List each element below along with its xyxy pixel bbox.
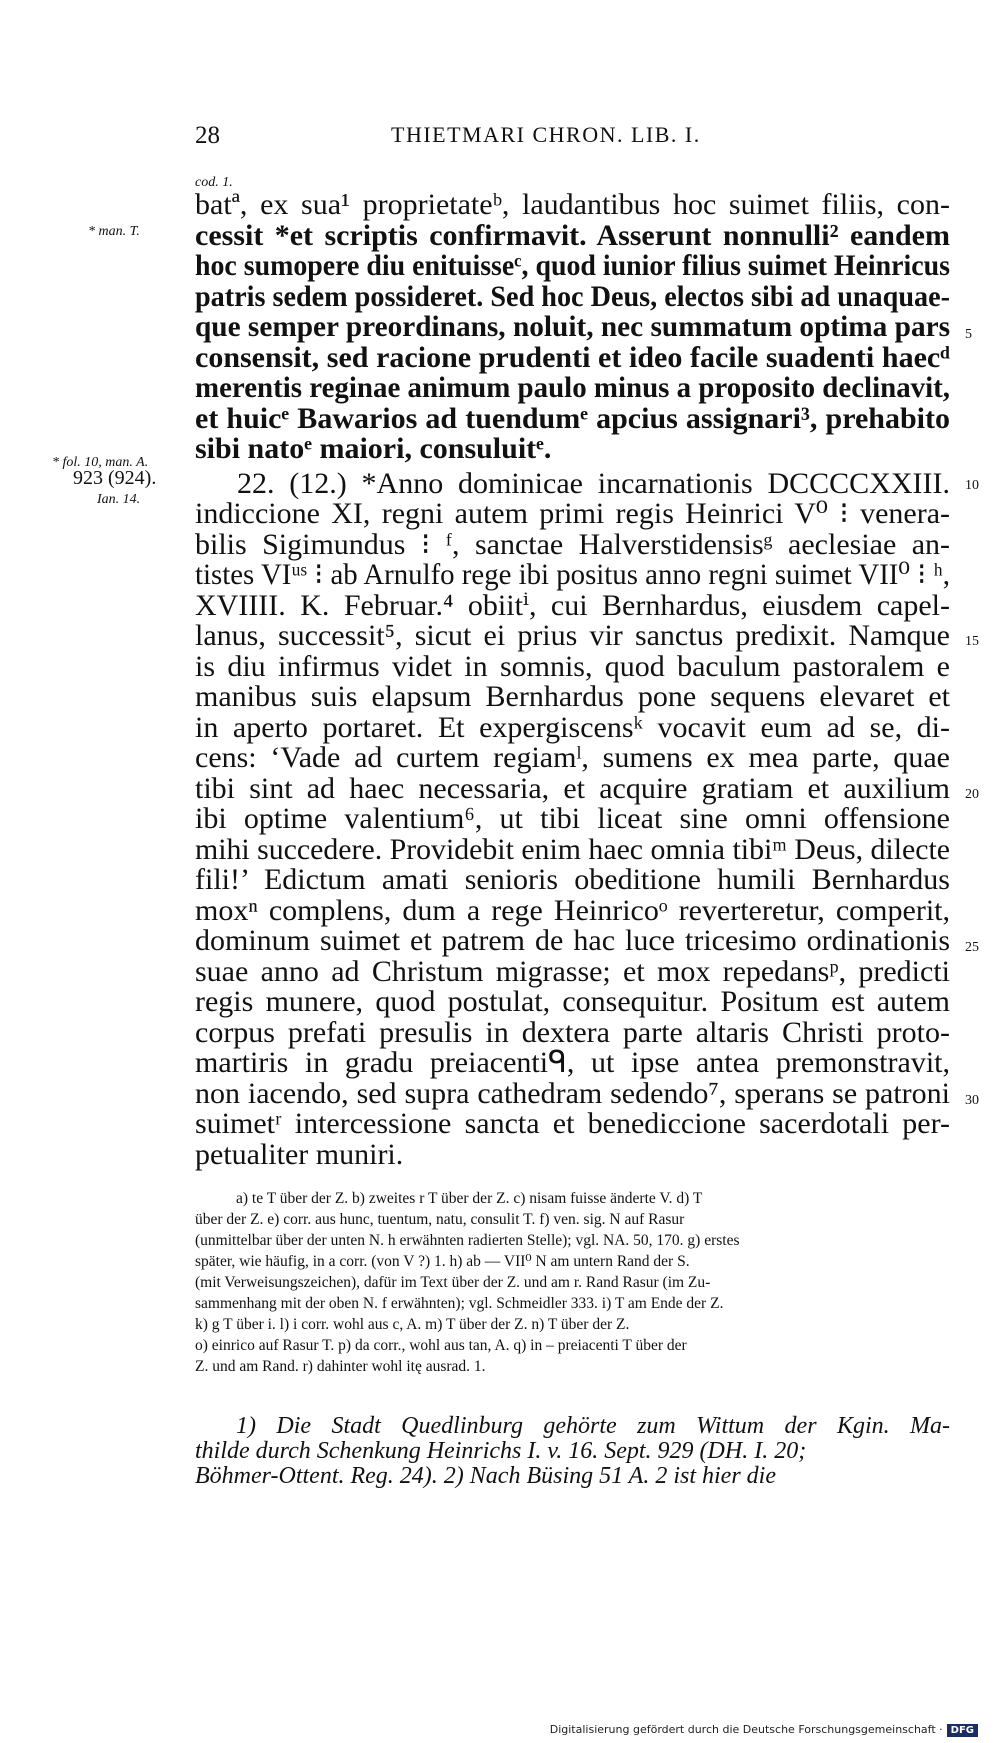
text-line: cens: ‘Vade ad curtem regiamˡ, sumens ex mea parte, quae xyxy=(195,741,950,774)
text-line: regis munere, quod postulat, consequitur. Positum est autem xyxy=(195,985,950,1018)
text-line: suimetʳ intercessione sancta et benediccione sacerdotali per- xyxy=(195,1107,950,1140)
apparatus-line: sammenhang mit der oben N. f erwähnten); vgl. Schmeidler 333. i) T am Ende der Z. xyxy=(195,1295,724,1312)
text-line: martiris in gradu preiacentiᑫ, ut ipse antea premonstravit, xyxy=(195,1046,950,1079)
apparatus-line: über der Z. e) corr. aus hunc, tuentum, natu, consulit T. f) ven. sig. N auf Rasur xyxy=(195,1211,685,1228)
margin-note-man-t: * man. T. xyxy=(88,224,140,239)
margin-note-date: Ian. 14. xyxy=(97,492,141,507)
text-line: fili!’ Edictum amati senioris obeditione humili Bernhardus xyxy=(195,863,950,896)
text-line: non iacendo, sed supra cathedram sedendo⁷, sperans se patroni xyxy=(195,1077,950,1110)
line-number: 25 xyxy=(965,940,979,955)
text-line: cessit *et scriptis confirmavit. Asserunt nonnulli² eandem xyxy=(195,219,950,252)
line-number: 5 xyxy=(965,327,972,342)
text-line: et huicᵉ Bawarios ad tuendumᵉ apcius assignari³, prehabito xyxy=(195,402,950,435)
text-line: bilis Sigimundus ⁝ ᶠ, sanctae Halverstidensisᵍ aeclesiae an- xyxy=(195,528,950,561)
footnote-line: Böhmer-Ottent. Reg. 24). 2) Nach Büsing 51 A. 2 ist hier die xyxy=(195,1463,776,1489)
apparatus-line: Z. und am Rand. r) dahinter wohl itę ausrad. 1. xyxy=(195,1358,486,1375)
apparatus-line: k) g T über i. l) i corr. wohl aus c, A. m) T über der Z. n) T über der Z. xyxy=(195,1316,630,1333)
margin-note-year: 923 (924). xyxy=(73,467,157,489)
line-number: 15 xyxy=(965,634,979,649)
footnote-line: 1) Die Stadt Quedlinburg gehörte zum Wittum der Kgin. Ma- xyxy=(236,1413,950,1439)
text-line: 22. (12.) *Anno dominicae incarnationis DCCCCXXIII. xyxy=(237,467,950,500)
text-line: dominum suimet et patrem de hac luce tricesimo ordinationis xyxy=(195,924,950,957)
text-line: merentis reginae animum paulo minus a proposito declinavit, xyxy=(195,371,950,404)
text-line: consensit, sed racione prudenti et ideo facile suadenti haecᵈ xyxy=(195,341,950,374)
text-line: in aperto portaret. Et expergiscensᵏ vocavit eum ad se, di- xyxy=(195,711,950,744)
apparatus-line: a) te T über der Z. b) zweites r T über der Z. c) nisam fuisse änderte V. d) T xyxy=(236,1190,703,1207)
text-line: patris sedem possideret. Sed hoc Deus, electos sibi ad unaquae- xyxy=(195,280,950,313)
apparatus-line: (mit Verweisungszeichen), dafür im Text über der Z. und am r. Rand Rasur (im Zu- xyxy=(195,1274,711,1291)
digitization-credit xyxy=(550,1723,978,1737)
text-line: que semper preordinans, noluit, nec summatum optima pars xyxy=(195,310,950,343)
text-line: sibi natoᵉ maiori, consuluitᵉ. xyxy=(195,432,552,465)
text-line: hoc sumopere diu enituisseᶜ, quod iunior filius suimet Heinricus xyxy=(195,249,950,282)
text-line: petualiter muniri. xyxy=(195,1138,404,1171)
text-line: manibus suis elapsum Bernhardus pone sequens elevaret et xyxy=(195,680,950,713)
text-line: corpus prefati presulis in dextera parte altaris Christi proto- xyxy=(195,1016,950,1049)
text-line: suae anno ad Christum migrasse; et mox repedansᵖ, predicti xyxy=(195,955,950,988)
footnote-line: thilde durch Schenkung Heinrichs I. v. 16. Sept. 929 (DH. I. 20; xyxy=(195,1438,807,1464)
margin-note-fol: * fol. 10, man. A. xyxy=(52,455,149,470)
apparatus-line: o) einrico auf Rasur T. p) da corr., wohl aus tan, A. q) in – preiacenti T über der xyxy=(195,1337,687,1354)
apparatus-line: später, wie häufig, in a corr. (von V ?) 1. h) ab — VII⁰ N am untern Rand der S. xyxy=(195,1253,690,1270)
credit-text: Digitalisierung gefördert durch die Deutsche Forschungsgemeinschaft · xyxy=(549,1723,943,1736)
line-number: 10 xyxy=(965,478,979,493)
apparatus-line: (unmittelbar über der unten N. h erwähnten radierten Stelle); vgl. NA. 50, 170. g) erstes xyxy=(195,1232,740,1249)
text-line: is diu infirmus videt in somnis, quod baculum pastoralem e xyxy=(195,650,950,683)
text-line: indiccione XI, regni autem primi regis Heinrici V⁰ ⁝ venera- xyxy=(195,497,950,530)
text-line: lanus, successit⁵, sicut ei prius vir sanctus predixit. Namque xyxy=(195,619,950,652)
text-line: mihi succedere. Providebit enim haec omnia tibiᵐ Deus, dilecte xyxy=(195,833,950,866)
text-line: ibi optime valentium⁶, ut tibi liceat sine omni offensione xyxy=(195,802,950,835)
text-line: tistes VIᵘˢ ⁝ ab Arnulfo rege ibi positus anno regni suimet VII⁰ ⁝ ʰ, xyxy=(195,558,950,591)
text-line: moxⁿ complens, dum a rege Heinricoᵒ reverteretur, comperit, xyxy=(195,894,950,927)
page-number: 28 xyxy=(195,122,220,149)
line-number: 30 xyxy=(965,1093,979,1108)
text-line: XVIIII. K. Februar.⁴ obiitⁱ, cui Bernhardus, eiusdem capel- xyxy=(195,589,950,622)
line-number: 20 xyxy=(965,787,979,802)
codex-note: cod. 1. xyxy=(195,175,233,190)
dfg-logo-icon: DFG xyxy=(947,1724,978,1737)
text-line: tibi sint ad haec necessaria, et acquire gratiam et auxilium xyxy=(195,772,950,805)
running-title: THIETMARI CHRON. LIB. I. xyxy=(391,122,701,147)
text-line: batª, ex sua¹ proprietateᵇ, laudantibus hoc suimet filiis, con- xyxy=(195,188,950,221)
